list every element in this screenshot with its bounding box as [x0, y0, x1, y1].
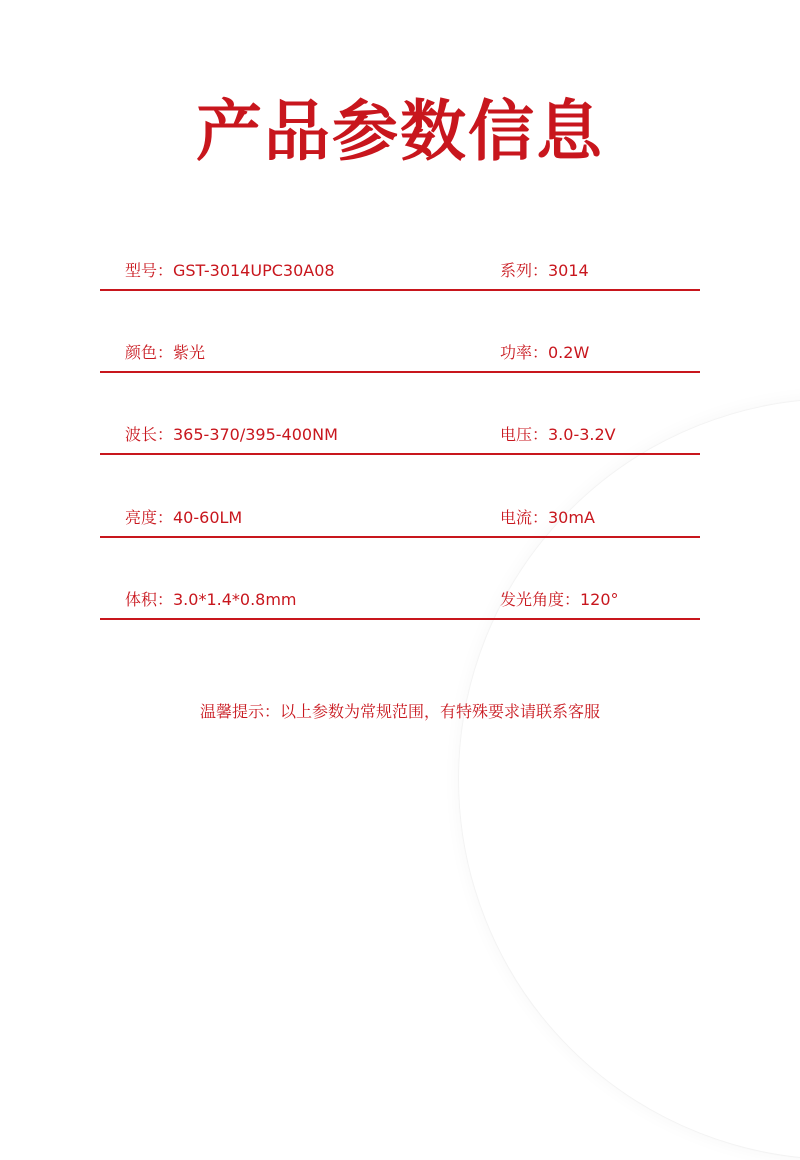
- spec-current: 电流：30mA: [500, 508, 595, 527]
- spec-series: 系列：3014: [500, 261, 589, 280]
- spec-row: [100, 419, 700, 455]
- spec-row: [100, 337, 700, 373]
- spec-size: 体积：3.0*1.4*0.8mm: [125, 590, 297, 609]
- spec-row: [100, 255, 700, 291]
- warm-tip-note: 温馨提示：以上参数为常规范围，有特殊要求请联系客服: [199, 702, 600, 721]
- spec-voltage: 电压：3.0-3.2V: [500, 425, 616, 444]
- spec-brightness: 亮度：40-60LM: [125, 508, 243, 527]
- spec-row: [100, 584, 700, 620]
- spec-wavelength: 波长：365-370/395-400NM: [125, 425, 338, 444]
- spec-power: 功率：0.2W: [500, 343, 590, 362]
- spec-beam-angle: 发光角度：120°: [500, 590, 619, 609]
- page-title: 产品参数信息: [196, 93, 604, 171]
- spec-model: 型号：GST-3014UPC30A08: [125, 261, 335, 280]
- spec-color: 颜色：紫光: [125, 343, 206, 362]
- spec-row: [100, 502, 700, 538]
